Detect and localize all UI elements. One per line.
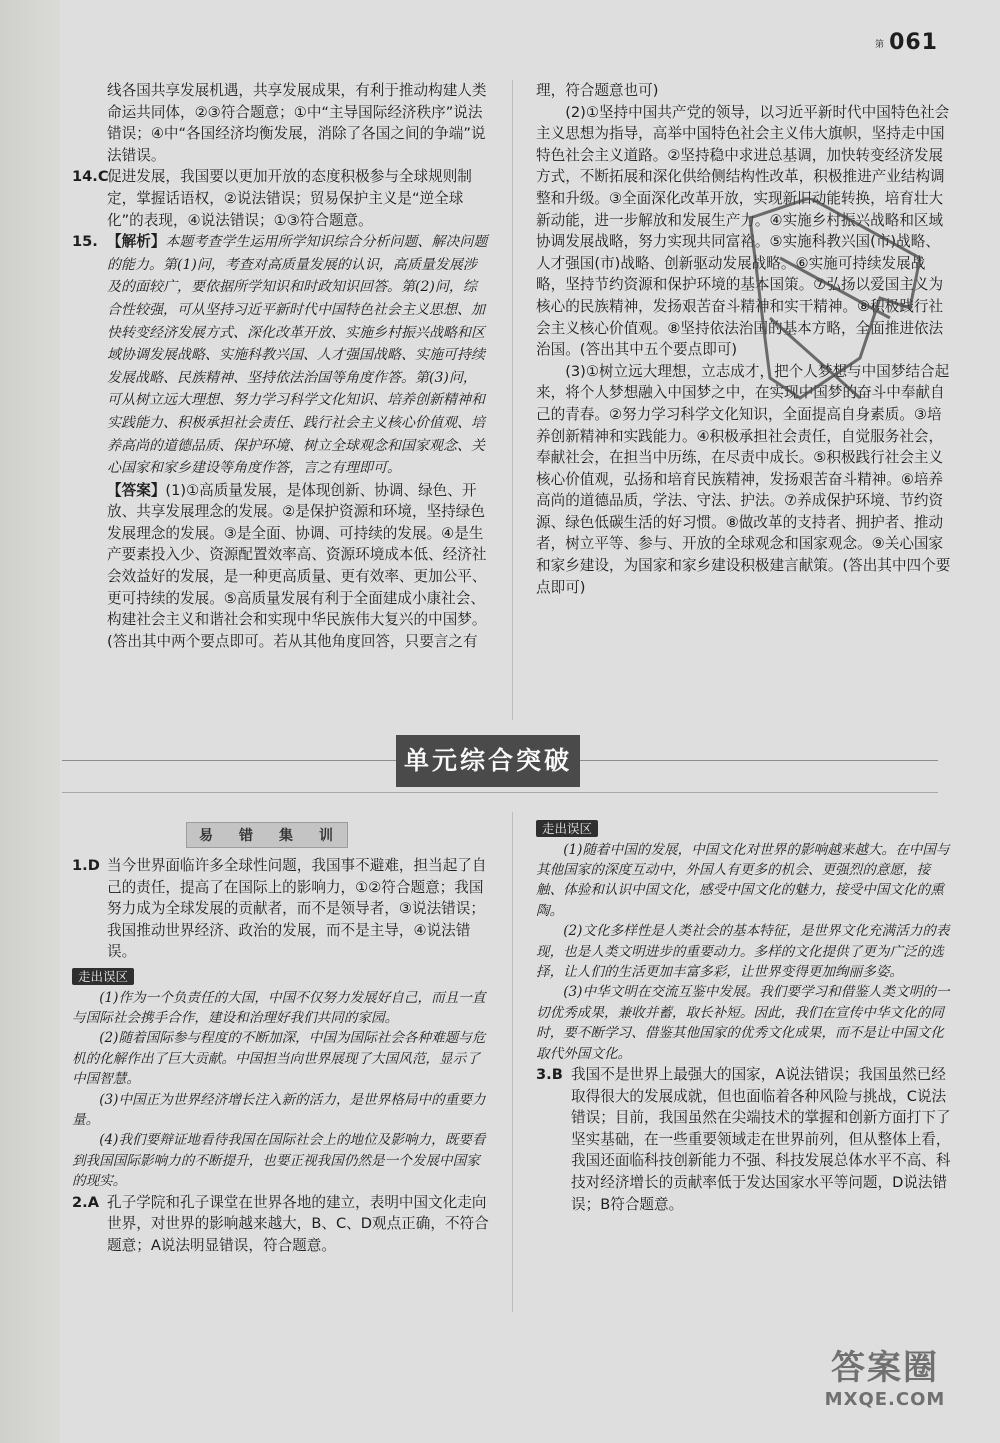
tag-mistake-1: 走出误区: [72, 968, 134, 985]
question-3: 3.B 我国不是世界上最强大的国家，A说法错误；我国虽然已经取得很大的发展成就，但也面临着各种风险与挑战，C说法错误；目前，我国虽然在尖端技术的掌握和创新方面打下了坚实基础，在一些重要领域走在世界前列，但从整体上看，我国还面临科技创新能力不强、科技发展总体水平不高、科技对经济增长的贡献率低于发达国家水平等问题，D说法错误；B符合题意。: [536, 1066, 951, 1213]
banner-rule-lower: [62, 792, 938, 793]
question-2: 2.A 孔子学院和孔子课堂在世界各地的建立，表明中国文化走向世界，对世界的影响越来越大，B、C、D观点正确，不符合题意；A说法明显错误，符合题意。: [72, 1193, 489, 1254]
right-bottom-column: [536, 818, 954, 1215]
page-number: 第 061: [875, 30, 938, 55]
question-14: 14.C 促进发展，我国要以更加开放的态度积极参与全球规则制定，掌握话语权，②说法错误；贸易保护主义是“逆全球化”的表现，④说法错误；①③符合题意。: [72, 168, 472, 229]
subsection-title: 易 错 集 训: [186, 822, 348, 848]
stamp-mark: [740, 198, 930, 430]
section-title: 单元综合突破: [396, 735, 580, 787]
book-spine: [0, 0, 60, 1443]
q2-notes: (1)随着中国的发展，中国文化对世界的影响越来越大。在中国与其他国家的深度互动中，外国人有更多的机会、更强烈的意愿，接触、体验和认识中国文化，感受中国文化的魅力，接受中国文化的熏陶。 (2)文化多样性是人类社会的基本特征，是世界文化充满活力的表现，也是人类文明进步的重要动力。多样的文化提供了更为广泛的选择，让人们的生活更加丰富多彩，让世界变得更加绚丽多姿。 (3)中华文明在交流互鉴中发展。我们要学习和借鉴人类文明的一切优秀成果，兼收并蓄，取长补短。因此，我们在宣传中华文化的同时，要不断学习、借鉴其他国家的优秀文化成果，而不是让中国文化取代外国文化。: [536, 841, 950, 1062]
question-15: 15. 【解析】本题考查学生运用所学知识综合分析问题、解决问题的能力。第(1)问，考查对高质量发展的认识，高质量发展涉及的面较广，要依据所学知识和时政知识回答。第(2)问，综合性较强，可从坚持习近平新时代中国特色社会主义思想、加快转变经济发展方式、深化改革开放、实施乡村振兴战略和区域协调发展战略、实施科教兴国、人才强国战略、实施可持续发展战略、民族精神、坚持依法治国等角度作答。第(3)问，可从树立远大理想、努力学习科学文化知识、培养创新精神和实践能力、积极承担社会责任、践行社会主义核心价值观、培养高尚的道德品质、保护环境、树立全球观念和国家观念、关心国家和家乡建设等角度作答，言之有理即可。 【答案】(1)①高质量发展，是体现创新、协调、绿色、开放、共享发展理念的发展。②是保护资源和环境，坚持绿色发展理念的发展。③是全面、协调、可持续的发展。④是生产要素投入少、资源配置效率高、资源环境成本低、经济社会效益好的发展，是一种更高质量、更有效率、更加公平、更可持续的发展。⑤高质量发展有利于全面建成小康社会、构建社会主义和谐社会和实现中华民族伟大复兴的中国梦。(答出其中两个要点即可。若从其他角度回答，只要言之有: [72, 233, 488, 650]
left-top-column: [72, 80, 490, 652]
watermark-logo: 答案圈 MXQE.COM: [824, 1348, 946, 1410]
question-1: 1.D 当今世界面临许多全球性问题，我国事不避难，担当起了自己的责任，提高了在国际上的影响力，①②符合题意；我国努力成为全球发展的贡献者，而不是领导者，③说法错误；我国推动世界经济、政治的发展，而不是主导，④说法错误。: [72, 857, 487, 961]
right-top-column: 理，符合题意也可) (2)①坚持中国共产党的领导，以习近平新时代中国特色社会主义思想为指导，高举中国特色社会主义伟大旗帜，坚持走中国特色社会主义道路。②坚持稳中求进总基调，加快转变经济发展方式，不断拓展和深化供给侧结构性改革，积极推进产业结构调整和升级。③全面深化改革开放，实现新旧动能转换，培育壮大新动能，进一步解放和发展生产力。④实施乡村振兴战略和区域协调发展战略，努力实现共同富裕。⑤实施科教兴国(市)战略、人才强国(市)战略、创新驱动发展战略。⑥实施可持续发展战略，坚持节约资源和保护环境的基本国策。⑦弘扬以爱国主义为核心的民族精神，发扬艰苦奋斗精神和实干精神。⑧积极践行社会主义核心价值观。⑧坚持依法治国的基本方略，全面推进依法治国。(答出其中五个要点即可) (3)①树立远大理想，立志成才，把个人梦想与中国梦结合起来，将个人梦想融入中国梦之中，在实现中国梦的奋斗中奉献自己的青春。②努力学习科学文化知识，全面提高自身素质。③培养创新精神和实践能力。④积极承担社会责任，自觉服务社会，奉献社会，在担当中历练，在尽责中成长。⑤积极践行社会主义核心价值观，弘扬和培育民族精神，发扬艰苦奋斗精神。⑥培养高尚的道德品质，学法、守法、护法。⑦养成保护环境、节约资源、绿色低碳生活的好习惯。⑧做改革的支持者、拥护者、推动者，树立平等、参与、开放的全球观念和国家观念。⑨关心国家和家乡建设，为国家和家乡建设积极建言献策。(答出其中四个要点即可): [536, 82, 951, 596]
q1-notes: (1)作为一个负责任的大国，中国不仅努力发展好自己，而且一直与国际社会携手合作，建设和治理好我们共同的家园。 (2)随着国际参与程度的不断加深，中国为国际社会各种难题与危机的化解作出了巨大贡献。中国担当向世界展现了大国风范，显示了中国智慧。 (3)中国正为世界经济增长注入新的活力，是世界格局中的重要力量。 (4)我们要辩证地看待我国在国际社会上的地位及影响力，既要看到我国国际影响力的不断提升，也要正视我国仍然是一个发展中国家的现实。: [72, 989, 486, 1190]
tag-mistake-2: 走出误区: [536, 820, 598, 837]
column-divider: [512, 80, 513, 720]
column-divider-lower: [512, 812, 513, 1312]
q13-continuation: 线各国共享发展机遇，共享发展成果，有利于推动构建人类命运共同体，②③符合题意；①中“主导国际经济秩序”说法错误；④中“各国经济均衡发展，消除了各国之间的争端”说法错误。: [107, 82, 487, 164]
left-bottom-column: [72, 855, 490, 1256]
